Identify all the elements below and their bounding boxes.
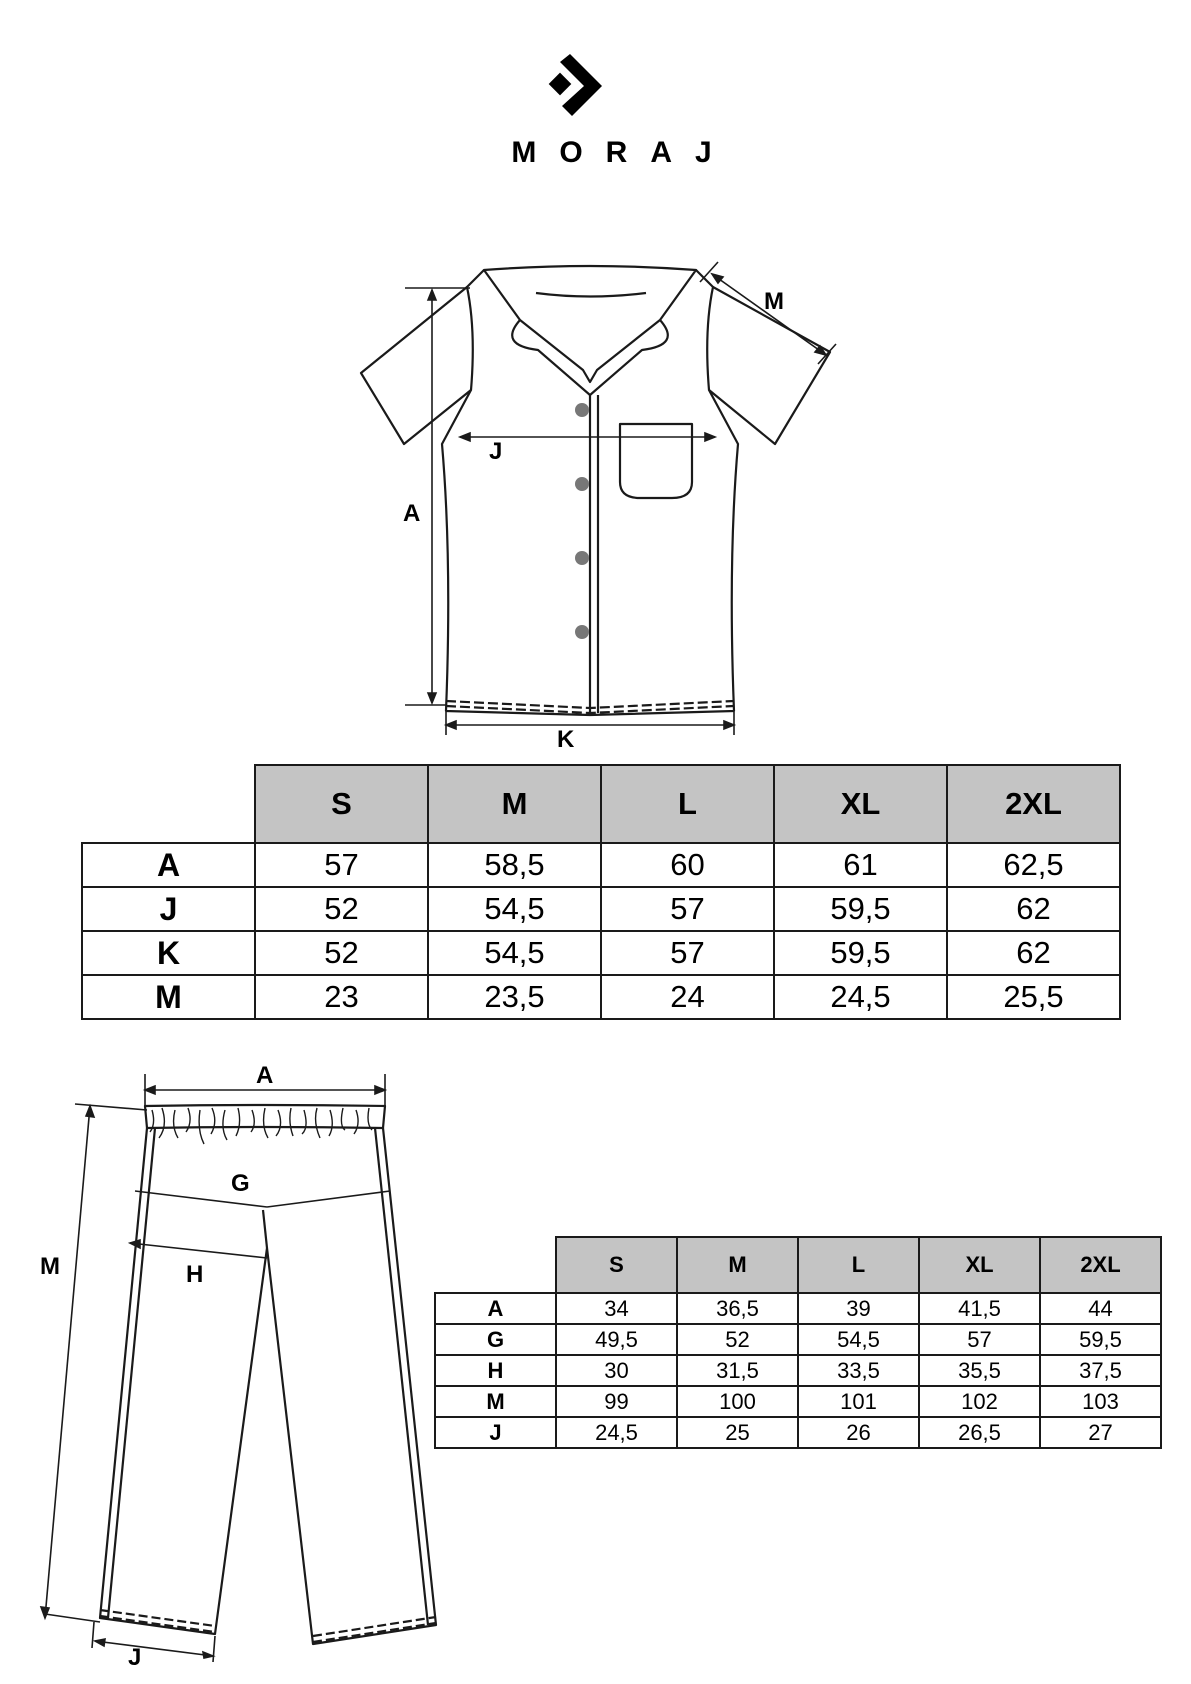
- table-cell: 23,5: [428, 975, 601, 1019]
- size-header: S: [255, 765, 428, 843]
- dimension-line-h: [130, 1243, 267, 1258]
- table-row: [82, 931, 1120, 975]
- table-cell: 27: [1040, 1417, 1161, 1448]
- table-cell: 59,5: [1040, 1324, 1161, 1355]
- table-cell: 99: [556, 1386, 677, 1417]
- table-cell: 49,5: [556, 1324, 677, 1355]
- table-cell: 24: [601, 975, 774, 1019]
- table-cell: 61: [774, 843, 947, 887]
- button: [575, 477, 589, 491]
- table-cell: 54,5: [428, 931, 601, 975]
- table-cell: 33,5: [798, 1355, 919, 1386]
- table-cell: 35,5: [919, 1355, 1040, 1386]
- pants-diagram: [30, 1060, 450, 1680]
- table-cell: 103: [1040, 1386, 1161, 1417]
- table-cell: 58,5: [428, 843, 601, 887]
- table-cell: 31,5: [677, 1355, 798, 1386]
- table-cell: 59,5: [774, 887, 947, 931]
- button: [575, 625, 589, 639]
- pants-label-m: M: [40, 1253, 60, 1280]
- pants-label-h: H: [186, 1261, 204, 1288]
- shirt-label-k: K: [557, 726, 575, 753]
- pants-outline: [100, 1128, 436, 1644]
- table-cell: 54,5: [798, 1324, 919, 1355]
- table-cell: 30: [556, 1355, 677, 1386]
- table-cell: 26: [798, 1417, 919, 1448]
- row-label: J: [435, 1417, 556, 1448]
- table-cell: 62: [947, 887, 1120, 931]
- table-cell: 52: [255, 931, 428, 975]
- table-cell: 44: [1040, 1293, 1161, 1324]
- table-cell: 59,5: [774, 931, 947, 975]
- button: [575, 403, 589, 417]
- table-cell: 26,5: [919, 1417, 1040, 1448]
- size-header: M: [428, 765, 601, 843]
- size-header: XL: [774, 765, 947, 843]
- table-cell: 25,5: [947, 975, 1120, 1019]
- shirt-label-m: M: [764, 288, 784, 315]
- table-cell: 25: [677, 1417, 798, 1448]
- table-cell: 41,5: [919, 1293, 1040, 1324]
- table-cell: 102: [919, 1386, 1040, 1417]
- table-cell: 54,5: [428, 887, 601, 931]
- table-cell: 23: [255, 975, 428, 1019]
- size-header: L: [601, 765, 774, 843]
- size-header: 2XL: [947, 765, 1120, 843]
- table-cell: 37,5: [1040, 1355, 1161, 1386]
- chest-pocket: [620, 424, 692, 498]
- table-cell: 39: [798, 1293, 919, 1324]
- table-row: [435, 1324, 1161, 1355]
- shirt-label-a: A: [403, 500, 421, 527]
- table-row: [82, 975, 1120, 1019]
- table-cell: 101: [798, 1386, 919, 1417]
- row-label: H: [435, 1355, 556, 1386]
- row-label: M: [435, 1386, 556, 1417]
- table-cell: 60: [601, 843, 774, 887]
- shirt-label-j: J: [489, 438, 503, 465]
- row-label: A: [82, 843, 255, 887]
- table-cell: 24,5: [556, 1417, 677, 1448]
- size-header: M: [677, 1237, 798, 1293]
- dimension-line-j: [95, 1641, 213, 1656]
- brand-name: MORAJ: [511, 136, 735, 169]
- shirt-buttons: [575, 403, 589, 639]
- table-cell: 57: [255, 843, 428, 887]
- table-cell: 62: [947, 931, 1120, 975]
- table-corner: [435, 1237, 556, 1293]
- table-cell: 52: [255, 887, 428, 931]
- row-label: K: [82, 931, 255, 975]
- pants-label-j: J: [128, 1644, 142, 1671]
- row-label: M: [82, 975, 255, 1019]
- table-cell: 62,5: [947, 843, 1120, 887]
- table-row: [435, 1355, 1161, 1386]
- table-cell: 34: [556, 1293, 677, 1324]
- row-label: J: [82, 887, 255, 931]
- table-cell: 36,5: [677, 1293, 798, 1324]
- table-cell: 57: [601, 931, 774, 975]
- table-cell: 57: [601, 887, 774, 931]
- table-cell: 57: [919, 1324, 1040, 1355]
- size-header: XL: [919, 1237, 1040, 1293]
- table-row: [435, 1293, 1161, 1324]
- table-row: [435, 1417, 1161, 1448]
- table-row: [435, 1386, 1161, 1417]
- pants-size-table: [434, 1236, 1162, 1449]
- table-row: [82, 887, 1120, 931]
- table-corner: [82, 765, 255, 843]
- table-row: [82, 843, 1120, 887]
- size-header: S: [556, 1237, 677, 1293]
- pants-label-a: A: [256, 1062, 274, 1089]
- button: [575, 551, 589, 565]
- size-header: 2XL: [1040, 1237, 1161, 1293]
- dimension-line-m: [45, 1106, 90, 1618]
- size-header: L: [798, 1237, 919, 1293]
- pants-label-g: G: [231, 1170, 250, 1197]
- table-cell: 52: [677, 1324, 798, 1355]
- diamond-chevron-logo-icon: [546, 48, 616, 118]
- table-cell: 100: [677, 1386, 798, 1417]
- row-label: A: [435, 1293, 556, 1324]
- shirt-size-table: [81, 764, 1121, 1020]
- table-cell: 24,5: [774, 975, 947, 1019]
- row-label: G: [435, 1324, 556, 1355]
